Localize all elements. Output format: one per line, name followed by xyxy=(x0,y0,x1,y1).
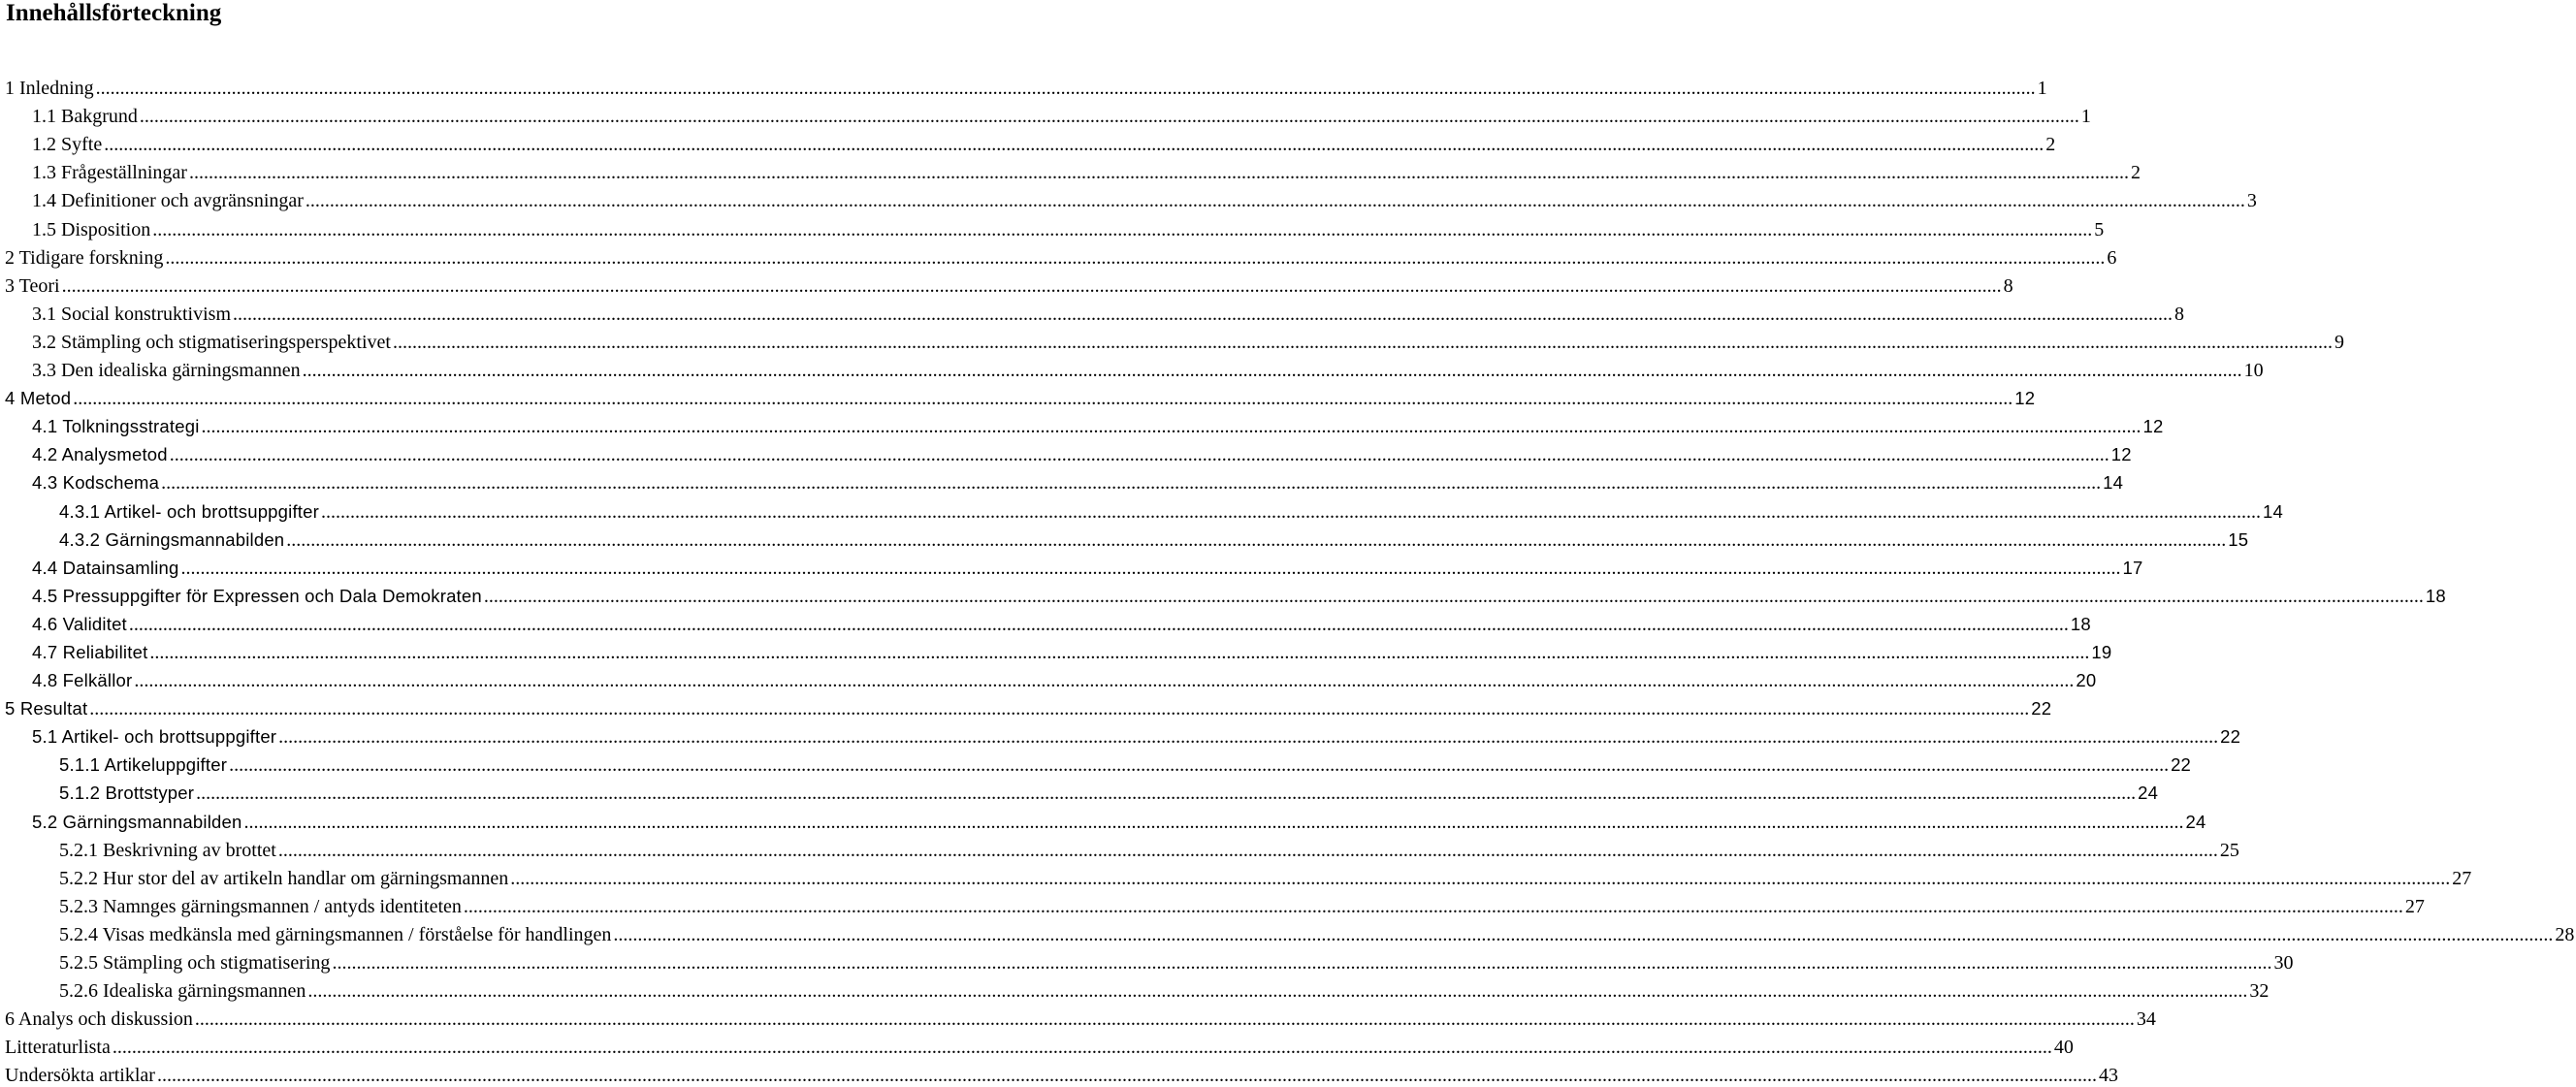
toc-entry[interactable] xyxy=(0,72,2047,100)
toc-entry-label: 1.5 Disposition xyxy=(32,218,151,240)
toc-leader-dots: ................................................................................................................................................................................................................................................................................................................................................................................................................ xyxy=(307,980,2248,1003)
toc-leader-dots: ................................................................................................................................................................................................................................................................................................................................................................................................................ xyxy=(194,1008,2135,1031)
toc-leader-dots: ................................................................................................................................................................................................................................................................................................................................................................................................................ xyxy=(165,246,2106,269)
toc-entry-page-number: 27 xyxy=(2404,895,2425,917)
toc-entry-page-number: 24 xyxy=(2185,811,2206,832)
toc-entry-page-number: 9 xyxy=(2334,331,2344,353)
toc-leader-dots: ................................................................................................................................................................................................................................................................................................................................................................................................................ xyxy=(305,190,2245,212)
toc-entry-page-number: 34 xyxy=(2136,1008,2156,1031)
toc-entry-label: 3 Teori xyxy=(5,274,60,297)
toc-leader-dots: ................................................................................................................................................................................................................................................................................................................................................................................................................ xyxy=(278,726,2219,749)
toc-entry-label: 1 Inledning xyxy=(5,78,94,100)
toc-entry-page-number: 43 xyxy=(2098,1065,2118,1087)
toc-leader-dots: ................................................................................................................................................................................................................................................................................................................................................................................................................ xyxy=(613,923,2554,945)
toc-entry-page-number: 30 xyxy=(2273,952,2294,974)
toc-entry-label: Litteraturlista xyxy=(5,1037,111,1059)
toc-entry-page-number: 8 xyxy=(2174,303,2184,325)
toc-entry[interactable] xyxy=(0,524,2249,552)
toc-entry-label: 1.3 Frågeställningar xyxy=(32,162,187,184)
toc-leader-dots: ................................................................................................................................................................................................................................................................................................................................................................................................................ xyxy=(277,839,2218,861)
toc-entry-label: 4.5 Pressuppgifter för Expressen och Dala Demokraten xyxy=(32,585,482,606)
toc-leader-dots: ................................................................................................................................................................................................................................................................................................................................................................................................................ xyxy=(286,528,2227,551)
toc-entry-label: 3.1 Social konstruktivism xyxy=(32,303,231,325)
toc-leader-dots: ................................................................................................................................................................................................................................................................................................................................................................................................................ xyxy=(134,670,2075,692)
toc-entry[interactable] xyxy=(0,1031,2074,1059)
toc-entry-page-number: 17 xyxy=(2122,557,2143,578)
toc-entry-label: 5 Resultat xyxy=(5,698,88,719)
toc-entry-page-number: 19 xyxy=(2091,641,2112,662)
toc-leader-dots: ................................................................................................................................................................................................................................................................................................................................................................................................................ xyxy=(233,303,2173,325)
toc-entry[interactable] xyxy=(0,354,2264,382)
toc-leader-dots: ................................................................................................................................................................................................................................................................................................................................................................................................................ xyxy=(188,162,2129,184)
toc-entry[interactable] xyxy=(0,1003,2156,1031)
toc-entry-page-number: 27 xyxy=(2452,867,2472,889)
toc-entry-label: 4.2 Analysmetod xyxy=(32,444,168,465)
toc-leader-dots: ................................................................................................................................................................................................................................................................................................................................................................................................................ xyxy=(463,895,2403,917)
toc-entry-page-number: 22 xyxy=(2031,698,2052,719)
table-of-contents xyxy=(0,72,2575,1087)
toc-entry[interactable] xyxy=(0,636,2112,664)
toc-leader-dots: ................................................................................................................................................................................................................................................................................................................................................................................................................ xyxy=(95,78,2036,100)
toc-entry-page-number: 18 xyxy=(2070,613,2091,634)
toc-entry-page-number: 25 xyxy=(2219,839,2239,861)
toc-entry[interactable] xyxy=(0,720,2241,749)
toc-entry-label: 5.2.4 Visas medkänsla med gärningsmannen / förståelse för handlingen xyxy=(59,923,612,945)
toc-entry-label: 5.1.1 Artikeluppgifter xyxy=(59,754,228,776)
toc-entry[interactable] xyxy=(0,862,2472,890)
toc-entry-label: 4.8 Felkällor xyxy=(32,670,133,691)
toc-entry[interactable] xyxy=(0,834,2239,862)
toc-entry-page-number: 24 xyxy=(2138,783,2159,804)
toc-entry-page-number: 14 xyxy=(2103,472,2124,494)
toc-entry-page-number: 15 xyxy=(2228,528,2249,550)
toc-leader-dots: ................................................................................................................................................................................................................................................................................................................................................................................................................ xyxy=(161,472,2102,495)
toc-entry-label: 2 Tidigare forskning xyxy=(5,246,164,269)
toc-entry-label: 3.3 Den idealiska gärningsmannen xyxy=(32,360,301,382)
toc-entry-page-number: 18 xyxy=(2425,585,2446,606)
toc-entry[interactable] xyxy=(0,749,2192,777)
toc-entry[interactable] xyxy=(0,270,2013,298)
toc-entry[interactable] xyxy=(0,326,2344,354)
toc-leader-dots: ................................................................................................................................................................................................................................................................................................................................................................................................................ xyxy=(156,1065,2097,1087)
toc-entry[interactable] xyxy=(0,946,2294,975)
toc-entry-label: 4.3 Kodschema xyxy=(32,472,160,494)
toc-leader-dots: ................................................................................................................................................................................................................................................................................................................................................................................................................ xyxy=(139,106,2079,128)
toc-entry-page-number: 2 xyxy=(2130,162,2141,184)
toc-entry[interactable] xyxy=(0,438,2132,466)
toc-entry[interactable] xyxy=(0,777,2159,805)
toc-entry-page-number: 1 xyxy=(2037,78,2047,100)
toc-entry[interactable] xyxy=(0,410,2164,438)
toc-entry-page-number: 22 xyxy=(2220,726,2241,748)
page-title: Innehållsförteckning xyxy=(6,0,222,26)
toc-entry-page-number: 10 xyxy=(2243,360,2264,382)
toc-leader-dots: ................................................................................................................................................................................................................................................................................................................................................................................................................ xyxy=(196,783,2137,805)
toc-entry-label: 5.2 Gärningsmannabilden xyxy=(32,811,242,832)
toc-leader-dots: ................................................................................................................................................................................................................................................................................................................................................................................................................ xyxy=(332,952,2272,974)
toc-entry-label: 5.2.6 Idealiska gärningsmannen xyxy=(59,980,306,1003)
toc-entry[interactable] xyxy=(0,552,2143,580)
toc-leader-dots: ................................................................................................................................................................................................................................................................................................................................................................................................................ xyxy=(104,134,2045,156)
toc-entry-page-number: 8 xyxy=(2003,274,2013,297)
toc-entry[interactable] xyxy=(0,664,2097,692)
toc-entry-page-number: 20 xyxy=(2076,670,2097,691)
toc-entry-page-number: 1 xyxy=(2080,106,2091,128)
toc-entry-label: 6 Analys och diskussion xyxy=(5,1008,193,1031)
toc-entry-page-number: 28 xyxy=(2555,923,2575,945)
toc-leader-dots: ................................................................................................................................................................................................................................................................................................................................................................................................................ xyxy=(321,500,2261,523)
toc-leader-dots: ................................................................................................................................................................................................................................................................................................................................................................................................................ xyxy=(243,811,2184,833)
toc-entry-page-number: 32 xyxy=(2249,980,2270,1003)
toc-entry-label: 4.7 Reliabilitet xyxy=(32,641,148,662)
toc-leader-dots: ................................................................................................................................................................................................................................................................................................................................................................................................................ xyxy=(149,641,2090,663)
toc-entry[interactable] xyxy=(0,975,2270,1003)
toc-entry-label: 5.2.1 Beskrivning av brottet xyxy=(59,839,276,861)
toc-entry-page-number: 2 xyxy=(2045,134,2056,156)
toc-entry-page-number: 12 xyxy=(2014,388,2036,409)
toc-leader-dots: ................................................................................................................................................................................................................................................................................................................................................................................................................ xyxy=(169,444,2109,466)
toc-entry-page-number: 14 xyxy=(2263,500,2283,522)
toc-entry-label: 5.2.2 Hur stor del av artikeln handlar om gärningsmannen xyxy=(59,867,509,889)
toc-entry[interactable] xyxy=(0,382,2036,410)
toc-entry-page-number: 6 xyxy=(2107,246,2117,269)
toc-entry-page-number: 40 xyxy=(2053,1037,2074,1059)
toc-entry-label: 5.2.5 Stämpling och stigmatisering xyxy=(59,952,331,974)
toc-entry[interactable] xyxy=(0,918,2575,946)
toc-leader-dots: ................................................................................................................................................................................................................................................................................................................................................................................................................ xyxy=(180,557,2121,579)
toc-entry-page-number: 5 xyxy=(2094,218,2105,240)
toc-entry-label: 5.1 Artikel- och brottsuppgifter xyxy=(32,726,277,748)
toc-entry-label: 4.3.1 Artikel- och brottsuppgifter xyxy=(59,500,319,522)
toc-entry[interactable] xyxy=(0,890,2425,918)
toc-entry[interactable] xyxy=(0,495,2283,523)
toc-leader-dots: ................................................................................................................................................................................................................................................................................................................................................................................................................ xyxy=(128,613,2069,635)
toc-leader-dots: ................................................................................................................................................................................................................................................................................................................................................................................................................ xyxy=(392,331,2333,353)
toc-entry[interactable] xyxy=(0,212,2105,240)
toc-leader-dots: ................................................................................................................................................................................................................................................................................................................................................................................................................ xyxy=(201,416,2141,438)
toc-entry-label: 4 Metod xyxy=(5,388,72,409)
toc-entry-label: Undersökta artiklar xyxy=(5,1065,155,1087)
toc-entry-label: 4.1 Tolkningsstrategi xyxy=(32,416,200,437)
toc-entry-label: 5.1.2 Brottstyper xyxy=(59,783,195,804)
toc-entry-label: 1.1 Bakgrund xyxy=(32,106,138,128)
toc-entry-label: 5.2.3 Namnges gärningsmannen / antyds identiteten xyxy=(59,895,462,917)
toc-entry[interactable] xyxy=(0,156,2141,184)
toc-entry-page-number: 12 xyxy=(2142,416,2164,437)
toc-leader-dots: ................................................................................................................................................................................................................................................................................................................................................................................................................ xyxy=(229,754,2170,777)
toc-leader-dots: ................................................................................................................................................................................................................................................................................................................................................................................................................ xyxy=(152,218,2093,240)
toc-entry[interactable] xyxy=(0,608,2091,636)
toc-leader-dots: ................................................................................................................................................................................................................................................................................................................................................................................................................ xyxy=(89,698,2030,720)
toc-entry-label: 4.3.2 Gärningsmannabilden xyxy=(59,528,285,550)
toc-entry-label: 1.2 Syfte xyxy=(32,134,103,156)
toc-entry[interactable] xyxy=(0,580,2446,608)
toc-entry-label: 3.2 Stämpling och stigmatiseringsperspektivet xyxy=(32,331,391,353)
toc-entry-label: 4.6 Validitet xyxy=(32,613,127,634)
toc-leader-dots: ................................................................................................................................................................................................................................................................................................................................................................................................................ xyxy=(510,867,2451,889)
toc-entry[interactable] xyxy=(0,184,2257,212)
toc-entry[interactable] xyxy=(0,1059,2118,1087)
toc-entry-label: 1.4 Definitioner och avgränsningar xyxy=(32,190,304,212)
toc-leader-dots: ................................................................................................................................................................................................................................................................................................................................................................................................................ xyxy=(73,388,2013,410)
toc-leader-dots: ................................................................................................................................................................................................................................................................................................................................................................................................................ xyxy=(483,585,2424,607)
toc-entry-page-number: 12 xyxy=(2110,444,2132,465)
toc-leader-dots: ................................................................................................................................................................................................................................................................................................................................................................................................................ xyxy=(112,1037,2052,1059)
toc-entry[interactable] xyxy=(0,298,2184,326)
toc-entry[interactable] xyxy=(0,466,2124,495)
toc-entry[interactable] xyxy=(0,241,2117,270)
toc-entry-label: 4.4 Datainsamling xyxy=(32,557,179,578)
toc-leader-dots: ................................................................................................................................................................................................................................................................................................................................................................................................................ xyxy=(61,274,2002,297)
toc-leader-dots: ................................................................................................................................................................................................................................................................................................................................................................................................................ xyxy=(302,360,2242,382)
toc-entry-page-number: 3 xyxy=(2246,190,2257,212)
toc-entry[interactable] xyxy=(0,805,2206,833)
toc-entry[interactable] xyxy=(0,692,2052,720)
toc-entry[interactable] xyxy=(0,128,2056,156)
toc-entry[interactable] xyxy=(0,100,2091,128)
toc-entry-page-number: 22 xyxy=(2171,754,2192,776)
